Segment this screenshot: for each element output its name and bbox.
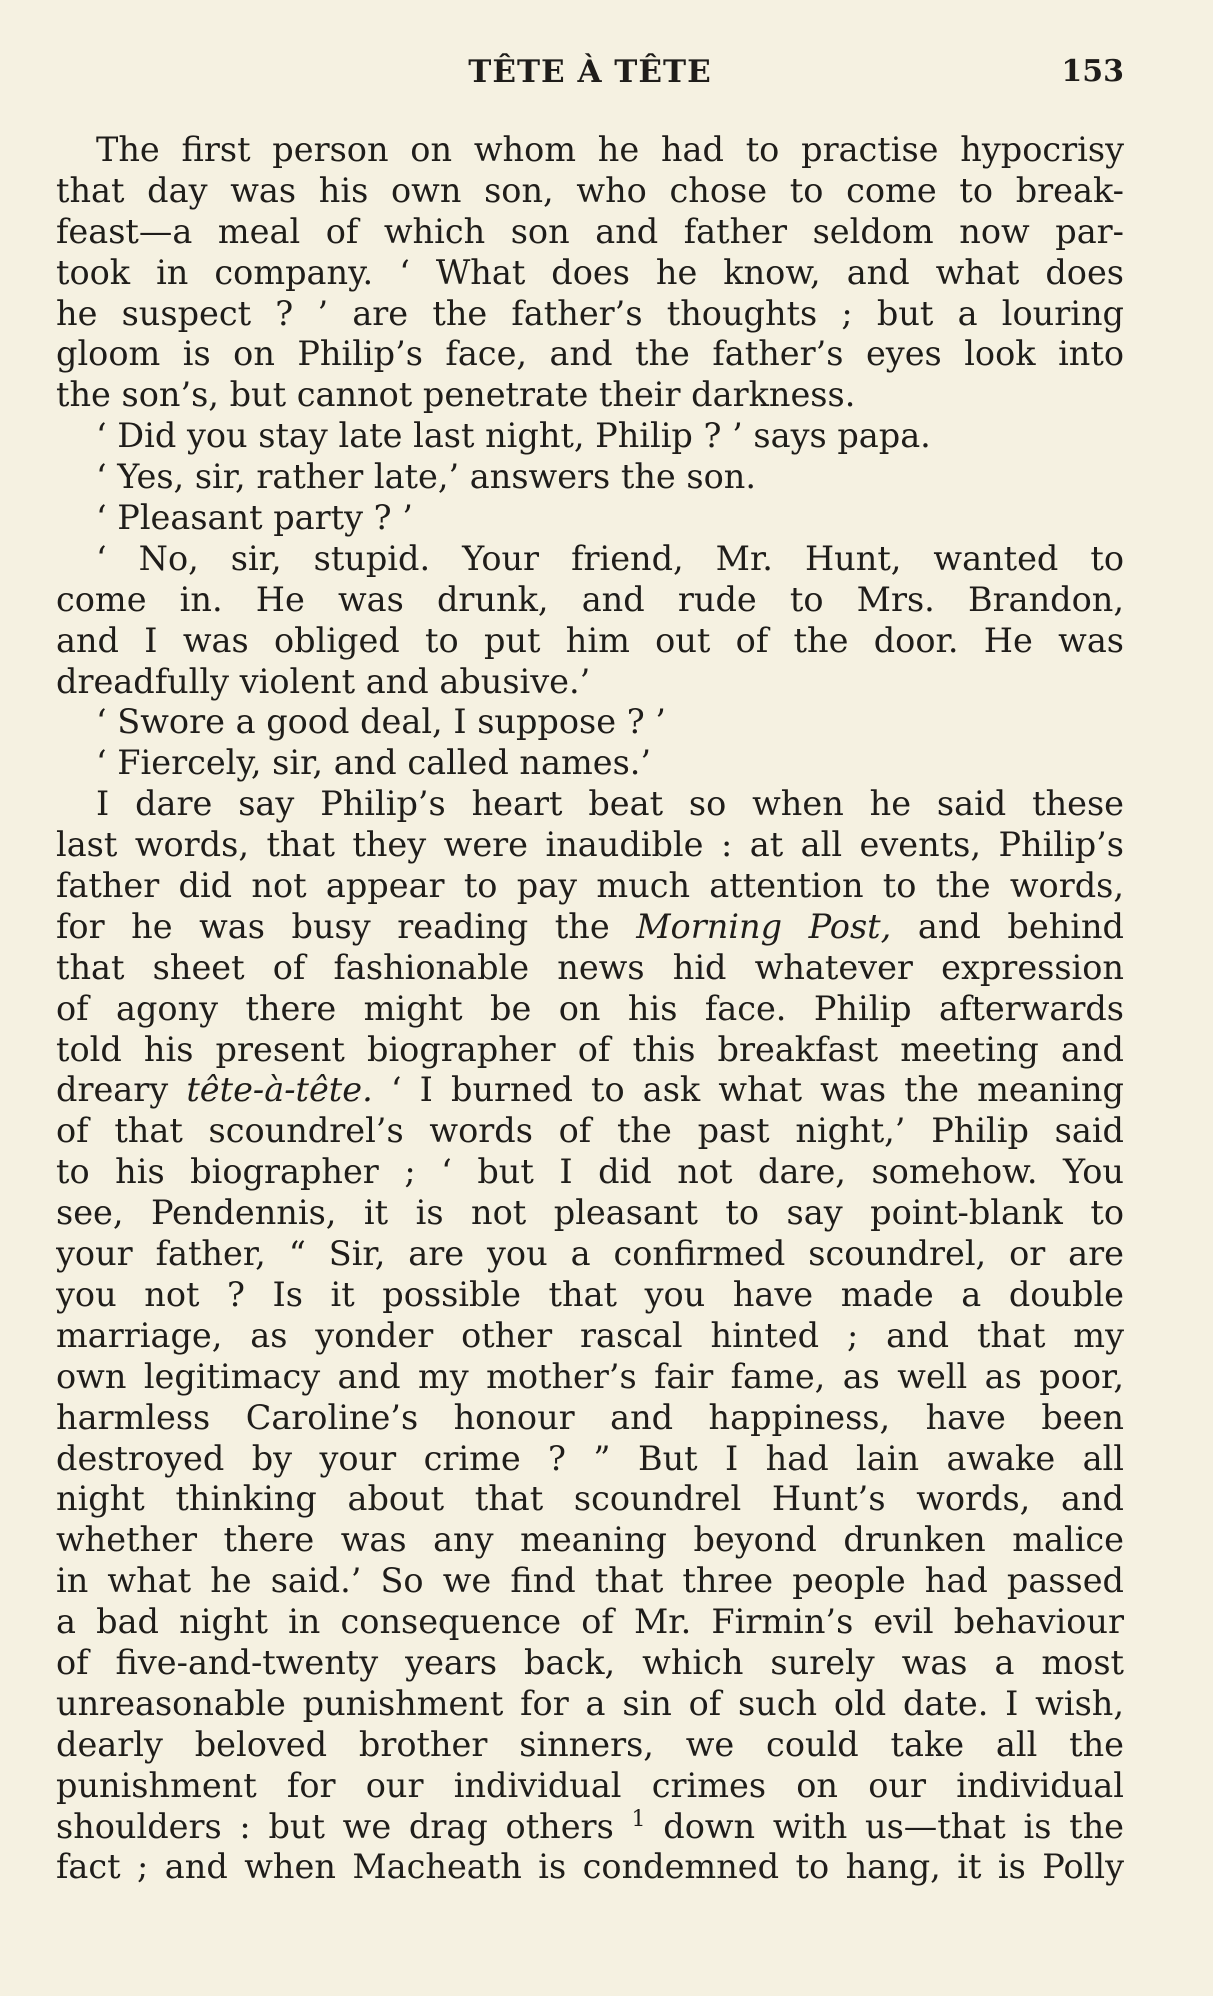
text-line: of five-and-twenty years back, which surely was a most bbox=[56, 1642, 1124, 1682]
running-title: TÊTE À TÊTE bbox=[468, 54, 712, 90]
text-line: I dare say Philip’s heart beat so when he said these bbox=[96, 784, 1124, 824]
text-line: night thinking about that scoundrel Hunt’s words, and bbox=[56, 1479, 1124, 1519]
text-line: gloom is on Philip’s face, and the father’s eyes look into bbox=[56, 334, 1124, 374]
text-line bbox=[56, 1070, 1124, 1111]
text-line: ‘ Did you stay late last night, Philip ? ’ says papa. bbox=[96, 416, 931, 456]
text-line: of agony there might be on his face. Philip afterwards bbox=[56, 988, 1124, 1028]
text-line: see, Pendennis, it is not pleasant to say point-blank to bbox=[56, 1193, 1124, 1233]
text-run: and behind bbox=[891, 906, 1124, 946]
text-line: the son’s, but cannot penetrate their darkness. bbox=[56, 375, 856, 415]
text-line: destroyed by your crime ? ” But I had lain awake all bbox=[56, 1438, 1124, 1478]
text-line: your father, “ Sir, are you a confirmed scoundrel, or are bbox=[56, 1234, 1124, 1274]
text-line: marriage, as yonder other rascal hinted ; and that my bbox=[56, 1315, 1124, 1355]
text-run: down with us—that is the bbox=[645, 1806, 1124, 1846]
text-line: ‘ Pleasant party ? ’ bbox=[96, 498, 413, 538]
text-line: dearly beloved brother sinners, we could take all the bbox=[56, 1724, 1124, 1764]
text-line: ‘ No, sir, stupid. Your friend, Mr. Hunt, wanted to bbox=[96, 538, 1124, 578]
text-line: own legitimacy and my mother’s fair fame, as well as poor, bbox=[56, 1356, 1124, 1396]
text-run: ‘ I burned to ask what was the meaning bbox=[372, 1070, 1124, 1110]
text-line: feast—a meal of which son and father seldom now par- bbox=[56, 211, 1124, 251]
text-line: ‘ Fiercely, sir, and called names.’ bbox=[96, 743, 652, 783]
footnote-marker: 1 bbox=[631, 1806, 646, 1832]
text-line: come in. He was drunk, and rude to Mrs. Brandon, bbox=[56, 579, 1124, 619]
italic-tete-a-tete: tête-à-tête. bbox=[186, 1070, 373, 1110]
text-run: for he was busy reading the bbox=[56, 906, 637, 946]
text-line: took in company. ‘ What does he know, and what does bbox=[56, 252, 1124, 292]
text-line: to his biographer ; ‘ but I did not dare, somehow. You bbox=[56, 1152, 1124, 1192]
text-line: a bad night in consequence of Mr. Firmin’s evil behaviour bbox=[56, 1602, 1124, 1642]
running-head bbox=[56, 52, 1124, 92]
text-line: that day was his own son, who chose to come to break- bbox=[56, 170, 1124, 210]
text-line: last words, that they were inaudible : at all events, Philip’s bbox=[56, 825, 1124, 865]
text-line: punishment for our individual crimes on our individual bbox=[56, 1765, 1124, 1805]
text-line: ‘ Yes, sir, rather late,’ answers the son. bbox=[96, 457, 756, 497]
text-line: dreadfully violent and abusive.’ bbox=[56, 661, 591, 701]
text-line bbox=[56, 907, 1124, 948]
body-text bbox=[56, 130, 1124, 1888]
text-run: shoulders : but we drag others bbox=[56, 1806, 632, 1846]
text-line: in what he said.’ So we find that three people had passed bbox=[56, 1561, 1124, 1601]
text-line bbox=[56, 1807, 1124, 1848]
page-number: 153 bbox=[1061, 54, 1124, 89]
text-line: and I was obliged to put him out of the door. He was bbox=[56, 620, 1124, 660]
text-line: whether there was any meaning beyond drunken malice bbox=[56, 1520, 1124, 1560]
text-line: told his present biographer of this breakfast meeting and bbox=[56, 1029, 1124, 1069]
text-line: you not ? Is it possible that you have made a double bbox=[56, 1274, 1124, 1314]
text-line: The first person on whom he had to practise hypocrisy bbox=[96, 130, 1124, 169]
text-run: dreary bbox=[56, 1070, 187, 1110]
italic-title-morning-post: Morning Post, bbox=[636, 906, 892, 946]
text-line: father did not appear to pay much attention to the words, bbox=[56, 866, 1124, 906]
text-line: he suspect ? ’ are the father’s thoughts ; but a louring bbox=[56, 293, 1124, 333]
text-line: unreasonable punishment for a sin of such old date. I wish, bbox=[56, 1683, 1124, 1723]
text-line: ‘ Swore a good deal, I suppose ? ’ bbox=[96, 702, 666, 742]
text-line: that sheet of fashionable news hid whatever expression bbox=[56, 947, 1124, 987]
text-line: fact ; and when Macheath is condemned to hang, it is Polly bbox=[56, 1847, 1124, 1887]
text-line: harmless Caroline’s honour and happiness, have been bbox=[56, 1397, 1124, 1437]
text-line: of that scoundrel’s words of the past night,’ Philip said bbox=[56, 1111, 1124, 1151]
